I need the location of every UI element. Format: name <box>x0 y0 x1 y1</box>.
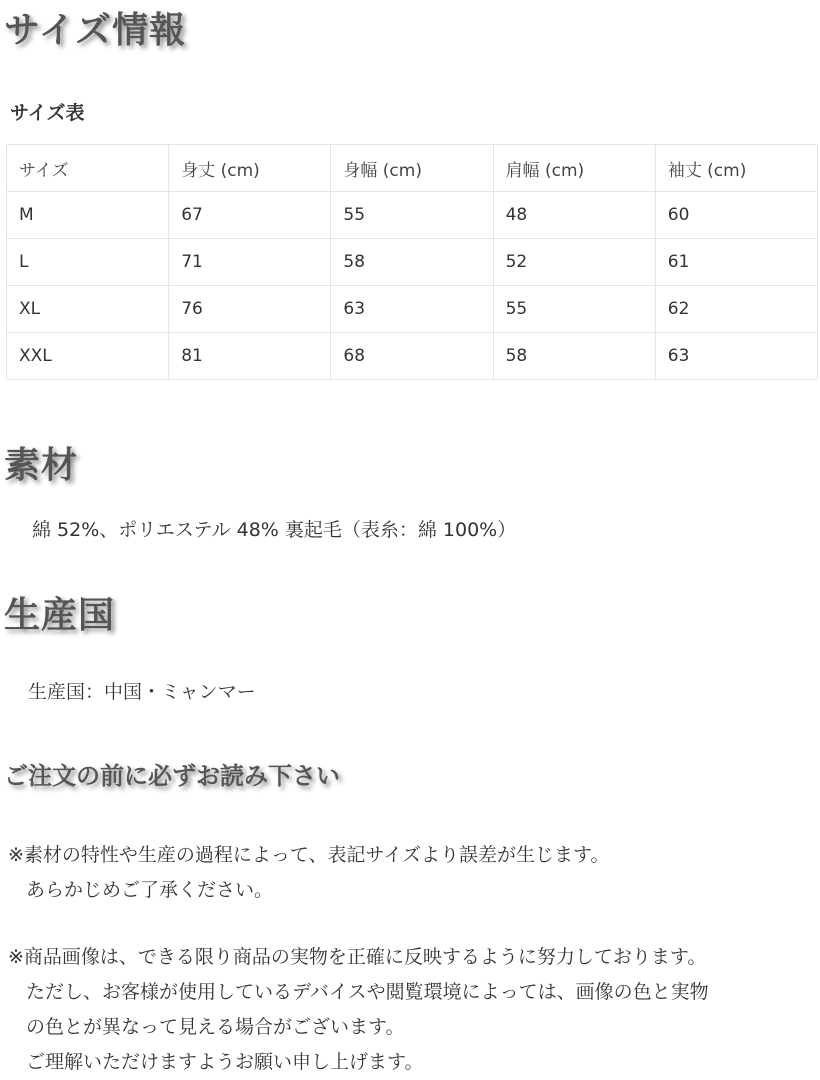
note-line: ※商品画像は、できる限り商品の実物を正確に反映するように努力しております。 <box>8 946 707 968</box>
table-cell: 61 <box>655 239 817 286</box>
origin-text: 生産国：中国・ミャンマー <box>28 681 256 703</box>
note-line: ※素材の特性や生産の過程によって、表記サイズより誤差が生じます。 <box>8 844 610 866</box>
table-cell: 63 <box>655 333 817 380</box>
size-table <box>6 144 818 380</box>
notice-note-image-color <box>8 940 709 1080</box>
table-cell: 55 <box>331 192 493 239</box>
table-row <box>7 333 818 380</box>
table-header-row <box>7 145 818 192</box>
table-cell: 68 <box>331 333 493 380</box>
table-cell: 67 <box>169 192 331 239</box>
origin-heading: 生産国 <box>4 595 116 636</box>
note-line: ただし、お客様が使用しているデバイスや閲覧環境によっては、画像の色と実物 <box>26 981 709 1003</box>
table-cell: XL <box>7 286 169 333</box>
material-heading: 素材 <box>4 445 79 486</box>
material-text: 綿 52%、ポリエステル 48% 裏起毛（表糸：綿 100%） <box>32 519 517 541</box>
note-line: あらかじめご了承ください。 <box>26 879 274 901</box>
column-header: サイズ <box>7 145 169 192</box>
size-info-heading: サイズ情報 <box>4 10 187 51</box>
table-cell: 60 <box>655 192 817 239</box>
table-cell: 48 <box>493 192 655 239</box>
table-cell: 55 <box>493 286 655 333</box>
table-cell: 58 <box>493 333 655 380</box>
column-header: 身丈 (cm) <box>169 145 331 192</box>
table-cell: 81 <box>169 333 331 380</box>
column-header: 身幅 (cm) <box>331 145 493 192</box>
table-row <box>7 239 818 286</box>
table-cell: 62 <box>655 286 817 333</box>
table-cell: 71 <box>169 239 331 286</box>
table-cell: 63 <box>331 286 493 333</box>
notice-heading: ご注文の前に必ずお読み下さい <box>4 762 340 790</box>
note-line: の色とが異なって見える場合がございます。 <box>26 1016 405 1038</box>
table-row <box>7 286 818 333</box>
table-cell: M <box>7 192 169 239</box>
column-header: 袖丈 (cm) <box>655 145 817 192</box>
table-cell: 58 <box>331 239 493 286</box>
table-cell: 52 <box>493 239 655 286</box>
notice-note-size-variance <box>8 838 610 908</box>
size-table-title: サイズ表 <box>10 102 85 124</box>
column-header: 肩幅 (cm) <box>493 145 655 192</box>
table-cell: XXL <box>7 333 169 380</box>
note-line: ご理解いただけますようお願い申し上げます。 <box>26 1051 424 1073</box>
table-cell: L <box>7 239 169 286</box>
table-cell: 76 <box>169 286 331 333</box>
table-row <box>7 192 818 239</box>
